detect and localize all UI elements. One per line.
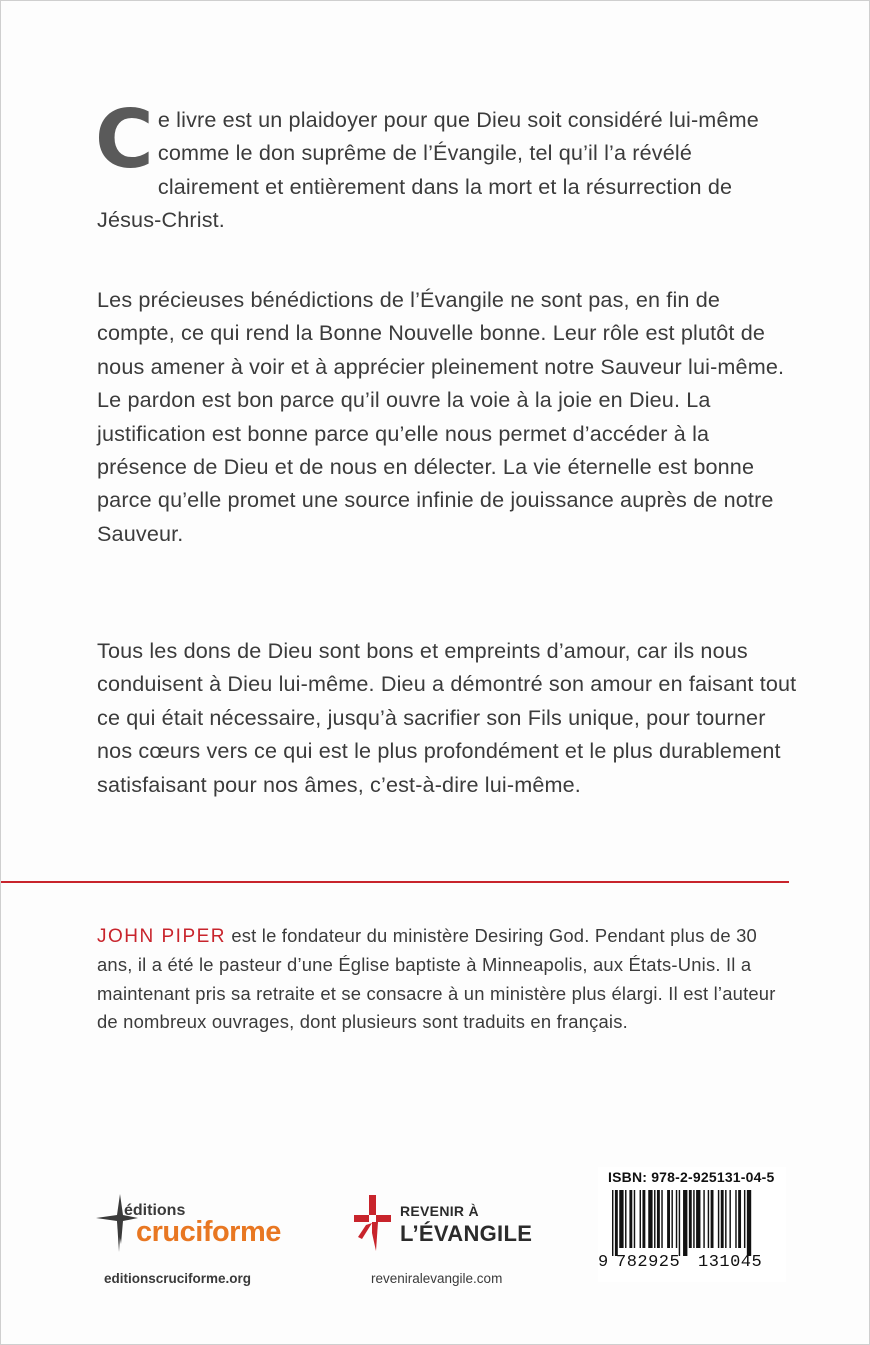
publisher-url: editionscruciforme.org — [104, 1271, 252, 1286]
description-paragraph-3: Tous les dons de Dieu sont bons et empreints d’amour, car ils nous conduisent à Dieu lui-même. Dieu a démontré son amour en faisant tout ce qui était nécessaire, jusqu’à sacrifier son Fils unique, pour tourner nos cœurs vers ce qui est le plus profondément et le plus durablement satisfaisant pour nos âmes, c’est-à-dire lui-même. — [97, 638, 797, 797]
barcode-bar — [648, 1190, 652, 1248]
revenir-logo — [352, 1193, 552, 1257]
barcode-bar — [693, 1190, 694, 1248]
barcode-bar — [721, 1190, 724, 1248]
barcode-bar — [657, 1190, 660, 1248]
barcode-right-digits: 131045 — [698, 1253, 763, 1272]
barcode-first-digit: 9 — [598, 1253, 609, 1272]
divider-rule — [1, 881, 789, 883]
barcode-bar — [654, 1190, 655, 1248]
partner-line-1: REVENIR À — [400, 1203, 479, 1219]
author-bio — [97, 922, 797, 1037]
barcode-bar — [683, 1190, 687, 1256]
barcode-bar — [629, 1190, 632, 1248]
barcode-bar — [718, 1190, 719, 1248]
barcode-bar — [744, 1190, 745, 1248]
revenir-cross-icon — [352, 1193, 398, 1255]
barcode-bar — [696, 1190, 700, 1248]
barcode-bar — [738, 1190, 741, 1248]
partner-line-2: L’ÉVANGILE — [400, 1221, 533, 1246]
isbn-barcode — [598, 1167, 786, 1282]
barcode-bar — [703, 1190, 704, 1248]
barcode-bar — [689, 1190, 692, 1248]
author-name: JOHN PIPER — [97, 926, 227, 947]
publisher-name: cruciforme — [136, 1216, 281, 1248]
barcode-bar — [671, 1190, 672, 1248]
barcode-bar — [679, 1190, 680, 1256]
cruciforme-logo — [96, 1194, 296, 1256]
paragraph-1-text: e livre est un plaidoyer pour que Dieu soit considéré lui-même comme le don suprême de l’Évangile, tel qu’il l’a révélé clairement et entièrement dans la mort et la résurrection de Jésus-Christ. — [97, 107, 759, 233]
barcode-bar — [708, 1190, 709, 1248]
isbn-number: ISBN: 978-2-925131-04-5 — [608, 1169, 775, 1185]
barcode-bar — [661, 1190, 662, 1248]
publisher-small-label: éditions — [124, 1202, 186, 1219]
barcode-bar — [612, 1190, 613, 1256]
drop-cap: C — [95, 93, 154, 186]
barcode-bar — [640, 1190, 641, 1248]
barcode-bar — [619, 1190, 623, 1248]
barcode-bar — [735, 1190, 736, 1248]
barcode-bar — [711, 1190, 714, 1248]
barcode-bar — [625, 1190, 626, 1248]
description-paragraph-2: Les précieuses bénédictions de l’Évangile ne sont pas, en fin de compte, ce qui rend la Bonne Nouvelle bonne. Leur rôle est plutôt de nous amener à voir et à apprécier pleinement notre Sauveur lui-même. Le pardon est bon parce qu’il ouvre la voie à la joie en Dieu. La justification est bonne parce qu’elle nous permet d’accéder à la présence de Dieu et de nous en délecter. La vie éternelle est bonne parce qu’elle promet une source infinie de jouissance auprès de notre Sauveur. — [97, 287, 785, 546]
barcode-bar — [667, 1190, 670, 1248]
partner-url: reveniralevangile.com — [371, 1271, 503, 1286]
barcode-bars — [598, 1190, 786, 1256]
barcode-bar — [642, 1190, 645, 1248]
barcode-left-digits: 782925 — [616, 1253, 681, 1272]
description-paragraph-1 — [95, 93, 797, 237]
barcode-bar — [747, 1190, 751, 1256]
barcode-bar — [634, 1190, 635, 1248]
barcode-bar — [729, 1190, 730, 1248]
author-bio-text: est le fondateur du ministère Desiring God. Pendant plus de 30 ans, il a été le pasteur d’une Église baptiste à Minneapolis, aux États-Unis. Il a maintenant pris sa retraite et se consacre à un ministère plus élargi. Il est l’auteur de nombreux ouvrages, dont plusieurs sont traduits en français. — [97, 925, 776, 1033]
barcode-bar — [615, 1190, 618, 1256]
barcode-bar — [725, 1190, 726, 1248]
barcode-bar — [676, 1190, 677, 1248]
